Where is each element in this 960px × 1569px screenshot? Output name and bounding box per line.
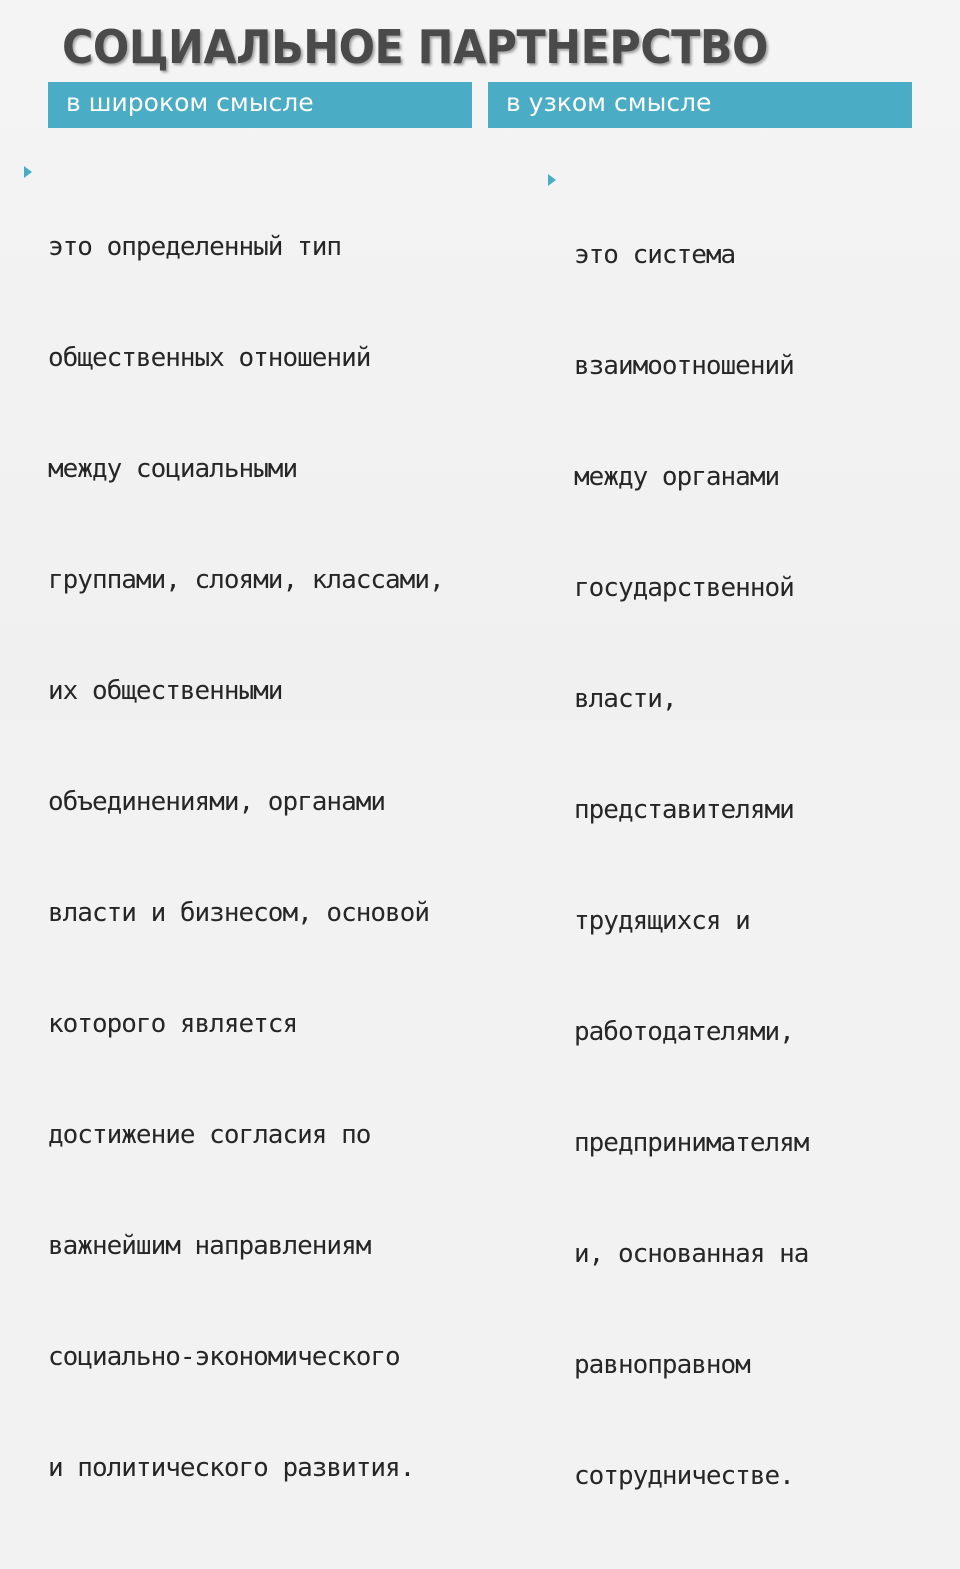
- definition-line: социально-экономического: [48, 1342, 400, 1372]
- definition-line: сотрудничестве.: [574, 1461, 794, 1491]
- definition-line: это система: [574, 240, 736, 270]
- definition-line: группами, слоями, классами,: [48, 565, 444, 595]
- definition-line: власти,: [574, 684, 677, 714]
- header-narrow-sense: в узком смысле: [488, 82, 912, 128]
- definition-line: власти и бизнесом, основой: [48, 898, 429, 928]
- definition-line: равноправном: [574, 1350, 750, 1380]
- definition-narrow: [574, 163, 808, 1569]
- header-broad-sense: в широком смысле: [48, 82, 472, 128]
- definition-line: это определенный тип: [48, 232, 342, 262]
- definition-line: трудящихся и: [574, 906, 750, 936]
- definition-line: между органами: [574, 462, 780, 492]
- bullet-arrow-icon: [548, 174, 556, 186]
- bullet-arrow-icon: [24, 166, 32, 178]
- definition-line: и политического развития.: [48, 1453, 415, 1483]
- definition-line: общественных отношений: [48, 343, 371, 373]
- definition-line: взаимоотношений: [574, 351, 794, 381]
- definition-line: работодателями,: [574, 1017, 794, 1047]
- definition-line: и, основанная на: [574, 1239, 809, 1269]
- definition-line: достижение согласия по: [48, 1120, 371, 1150]
- definition-line: которого является: [48, 1009, 298, 1039]
- definition-line: представителями: [574, 795, 794, 825]
- definition-line: объединениями, органами: [48, 787, 386, 817]
- definition-line: государственной: [574, 573, 794, 603]
- definition-line: между социальными: [48, 454, 298, 484]
- definition-line: их общественными: [48, 676, 283, 706]
- definition-line: предпринимателям: [574, 1128, 809, 1158]
- definition-broad: [48, 155, 444, 1561]
- slide-title: СОЦИАЛЬНОЕ ПАРТНЕРСТВО: [62, 20, 768, 74]
- definition-line: важнейшим направлениям: [48, 1231, 371, 1261]
